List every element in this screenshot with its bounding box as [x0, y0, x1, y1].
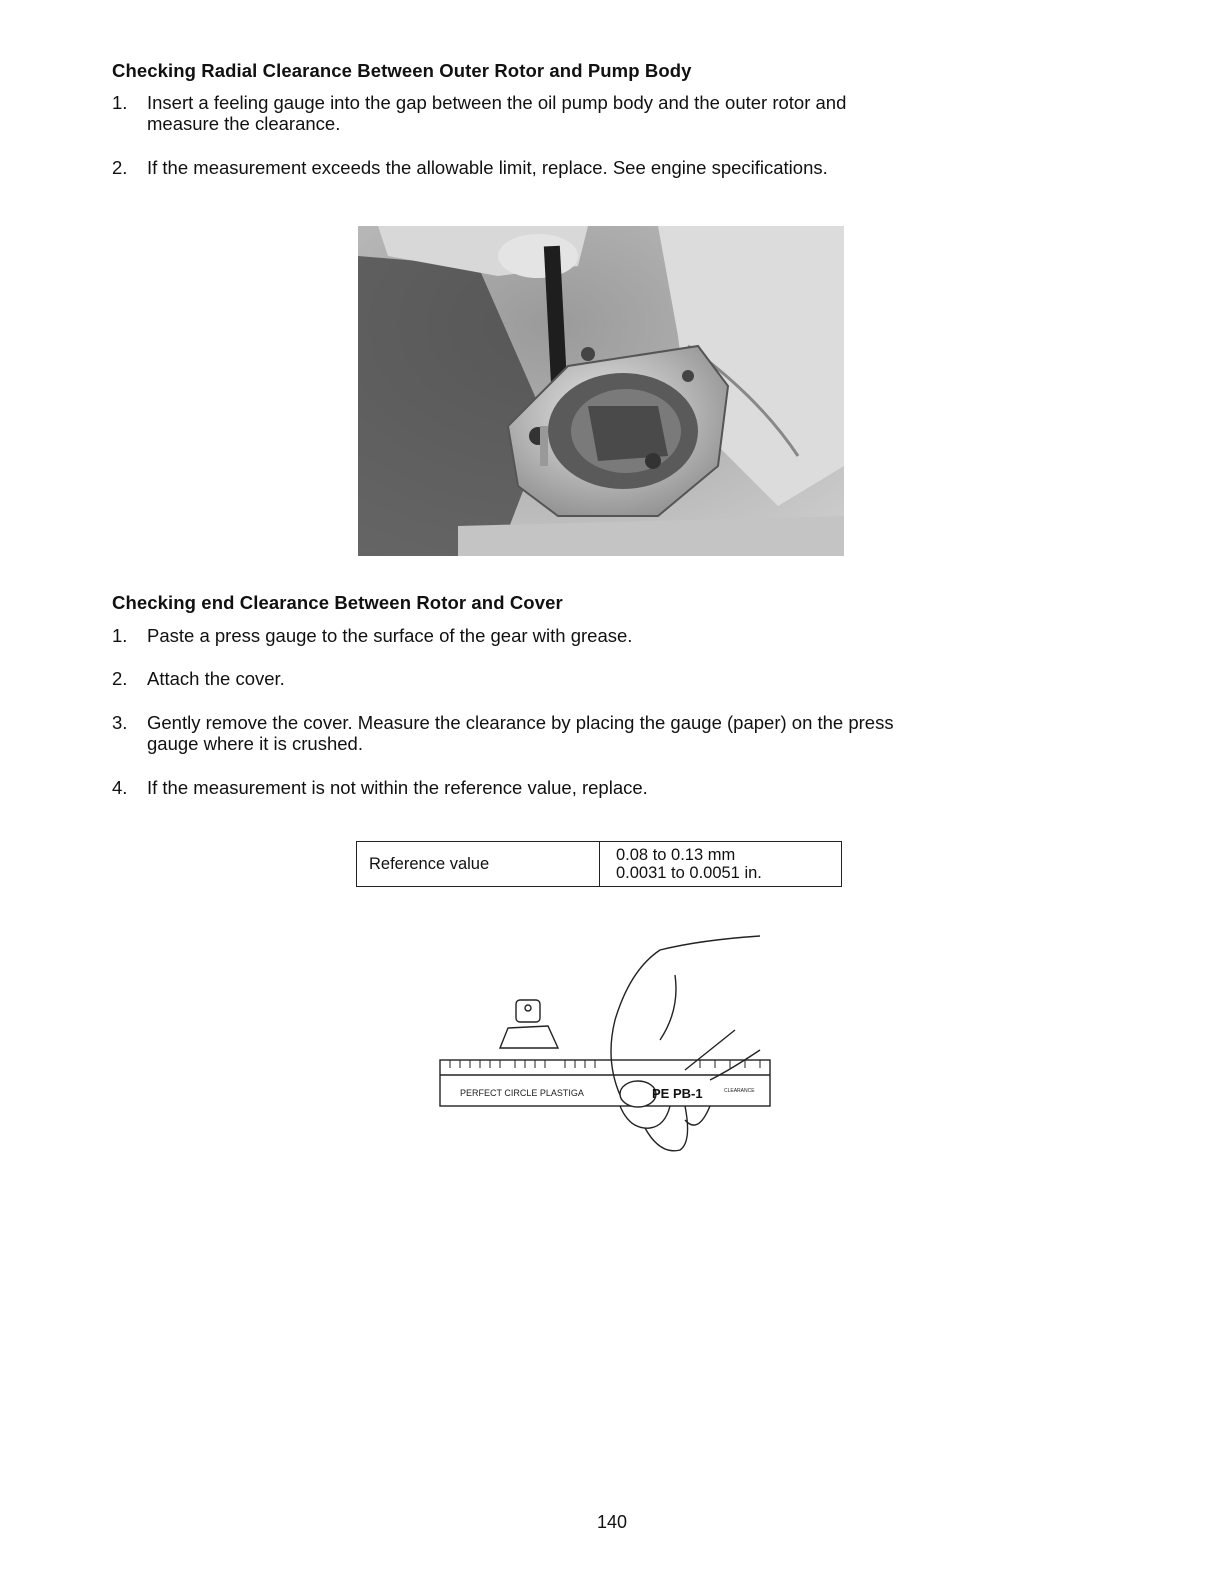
step-text: If the measurement is not within the reference value, replace.: [147, 777, 648, 798]
step-number: 2.: [112, 668, 128, 689]
step-text-line: Gently remove the cover. Measure the clearance by placing the gauge (paper) on the press: [147, 712, 894, 733]
reference-value-mm: 0.08 to 0.13 mm: [616, 846, 736, 864]
oil-pump-feeler-gauge-photo: [358, 226, 844, 556]
step-number: 4.: [112, 777, 128, 798]
step-number: 3.: [112, 712, 128, 733]
step-number: 2.: [112, 157, 128, 178]
step-number: 1.: [112, 625, 128, 646]
reference-value-table: [356, 841, 842, 887]
page-number: 140: [596, 1512, 628, 1532]
section-heading-radial-clearance: Checking Radial Clearance Between Outer Rotor and Pump Body: [112, 60, 692, 81]
section-heading-end-clearance: Checking end Clearance Between Rotor and Cover: [112, 592, 563, 613]
reference-label: Reference value: [357, 842, 600, 887]
step-text: Paste a press gauge to the surface of the gear with grease.: [147, 625, 633, 646]
reference-value-in: 0.0031 to 0.0051 in.: [616, 864, 762, 882]
gauge-brand-text: PERFECT CIRCLE PLASTIGA: [460, 1088, 584, 1098]
gauge-model-text: PE PB-1: [652, 1086, 703, 1101]
gauge-clearance-text: CLEARANCE: [724, 1088, 755, 1094]
step-text-line: measure the clearance.: [147, 113, 341, 134]
step-text: Attach the cover.: [147, 668, 285, 689]
step-text: [147, 712, 894, 754]
step-text-line: Insert a feeling gauge into the gap between the oil pump body and the outer rotor and: [147, 92, 847, 113]
step-text: [147, 92, 846, 134]
step-number: 1.: [112, 92, 128, 113]
step-text: If the measurement exceeds the allowable limit, replace. See engine specifications.: [147, 157, 828, 178]
reference-values: [600, 842, 842, 887]
step-text-line: gauge where it is crushed.: [147, 733, 363, 754]
table-row: [357, 842, 842, 887]
plastigauge-illustration: [430, 930, 780, 1160]
